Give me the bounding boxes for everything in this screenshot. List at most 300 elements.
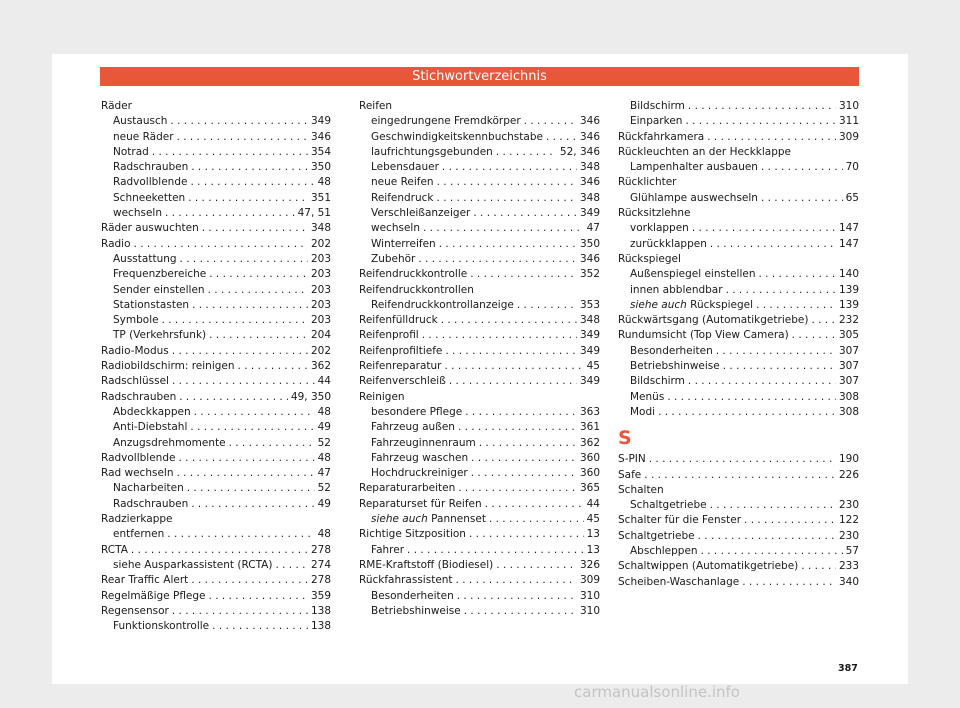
entry-page-ref: 44	[317, 375, 331, 388]
entry-page-ref: 139	[838, 298, 859, 311]
entry-leader-dots	[423, 221, 584, 236]
entry-term: Rückleuchten an der Heckklappe	[618, 145, 791, 158]
entry-leader-dots	[458, 420, 577, 435]
index-subentry	[101, 619, 331, 634]
entry-leader-dots	[191, 160, 308, 175]
entry-term: Modi	[630, 405, 656, 418]
entry-page-ref: 349	[579, 375, 600, 388]
entry-page-ref: 57	[845, 545, 859, 558]
index-subentry	[359, 114, 600, 129]
index-entry	[618, 513, 859, 528]
entry-term: Reifenprofil	[359, 329, 419, 342]
entry-term: Symbole	[113, 314, 159, 327]
entry-term: Nacharbeiten	[113, 482, 184, 495]
entry-leader-dots	[469, 527, 584, 542]
entry-leader-dots	[716, 344, 836, 359]
entry-term: Radio-Modus	[101, 344, 169, 357]
index-entry	[101, 390, 331, 405]
entry-leader-dots	[496, 558, 577, 573]
entry-leader-dots	[212, 619, 308, 634]
entry-page-ref: 147	[838, 222, 859, 235]
entry-leader-dots	[194, 405, 315, 420]
entry-term: Schaltgetriebe	[618, 529, 695, 542]
entry-leader-dots	[275, 558, 308, 573]
index-entry	[359, 267, 600, 282]
entry-term-text: Rückspiegel	[690, 298, 754, 311]
index-subentry	[101, 130, 331, 145]
index-subentry	[359, 298, 600, 313]
entry-leader-dots	[445, 344, 577, 359]
entry-page-ref: 13	[586, 543, 600, 556]
entry-page-ref: 233	[838, 560, 859, 573]
entry-term: Anzugsdrehmomente	[113, 436, 226, 449]
entry-leader-dots	[190, 420, 314, 435]
entry-term: Außenspiegel einstellen	[630, 268, 756, 281]
entry-page-ref: 365	[579, 482, 600, 495]
entry-leader-dots	[710, 498, 836, 513]
index-subentry	[618, 221, 859, 236]
entry-term: Sender einstellen	[113, 283, 205, 296]
entry-leader-dots	[134, 237, 308, 252]
index-subentry	[101, 405, 331, 420]
entry-page-ref: 48	[317, 405, 331, 418]
index-entry	[359, 558, 600, 573]
entry-leader-dots	[179, 390, 288, 405]
entry-term: Glühlampe auswechseln	[630, 191, 758, 204]
entry-term: Schneeketten	[113, 191, 186, 204]
index-entry	[359, 573, 600, 588]
entry-leader-dots	[667, 390, 836, 405]
entry-term: Rückwärtsgang (Automatikgetriebe)	[618, 314, 809, 327]
page-number: 387	[838, 663, 858, 674]
entry-term: Scheiben-Waschanlage	[618, 575, 740, 588]
index-entry	[101, 604, 331, 619]
index-subentry	[359, 191, 600, 206]
entry-term: Räder	[101, 100, 132, 112]
entry-page-ref: 348	[310, 222, 331, 235]
entry-term: innen abblendbar	[630, 283, 723, 296]
entry-page-ref: 47	[317, 467, 331, 480]
entry-leader-dots	[209, 589, 308, 604]
entry-page-ref: 48	[317, 528, 331, 541]
entry-page-ref: 45	[586, 360, 600, 373]
entry-term: siehe Ausparkassistent (RCTA)	[113, 558, 273, 571]
entry-page-ref: 349	[579, 207, 600, 220]
index-subentry	[359, 420, 600, 435]
index-entry	[101, 237, 331, 252]
entry-page-ref: 190	[838, 453, 859, 466]
entry-page-ref: 52	[317, 436, 331, 449]
entry-page-ref: 140	[838, 268, 859, 281]
entry-page-ref: 362	[310, 360, 331, 373]
entry-page-ref: 307	[838, 360, 859, 373]
entry-term: Schaltwippen (Automatikgetriebe)	[618, 560, 799, 573]
entry-page-ref: 308	[838, 405, 859, 418]
index-entry	[101, 374, 331, 389]
entry-leader-dots	[756, 298, 836, 313]
index-entry	[618, 130, 859, 145]
entry-leader-dots	[422, 328, 577, 343]
entry-term: Radvollblende	[101, 451, 176, 464]
entry-leader-dots	[742, 575, 836, 590]
entry-term: Fahrzeug waschen	[371, 451, 469, 464]
entry-term: Safe	[618, 468, 642, 481]
entry-leader-dots	[177, 130, 308, 145]
index-subentry	[101, 175, 331, 190]
entry-leader-dots	[496, 145, 557, 160]
entry-term: Reifendruckkontrollanzeige	[371, 298, 514, 311]
entry-term: Verschleißanzeiger	[371, 207, 471, 220]
entry-term: Abschleppen	[630, 545, 698, 558]
index-entry	[359, 374, 600, 389]
entry-term: Hochdruckreiniger	[371, 467, 468, 480]
entry-term: Schalter für die Fenster	[618, 514, 742, 527]
entry-leader-dots	[811, 313, 836, 328]
entry-page-ref: 138	[310, 604, 331, 617]
entry-page-ref: 348	[579, 191, 600, 204]
entry-page-ref: 362	[579, 436, 600, 449]
entry-page-ref: 349	[579, 329, 600, 342]
entry-leader-dots	[792, 328, 836, 343]
index-subentry	[101, 145, 331, 160]
index-subentry	[359, 436, 600, 451]
index-subentry	[618, 390, 859, 405]
entry-page-ref: 203	[310, 283, 331, 296]
entry-page-ref: 346	[579, 115, 600, 128]
entry-page-ref: 352	[579, 268, 600, 281]
entry-leader-dots	[191, 573, 308, 588]
index-subentry	[618, 267, 859, 282]
entry-term: Notrad	[113, 145, 149, 158]
index-entry	[359, 99, 600, 114]
index-subentry	[101, 160, 331, 175]
entry-leader-dots	[457, 589, 577, 604]
entry-leader-dots	[688, 374, 836, 389]
entry-leader-dots	[761, 160, 843, 175]
entry-leader-dots	[162, 313, 308, 328]
entry-page-ref: 340	[838, 575, 859, 588]
index-entry	[618, 575, 859, 590]
index-entry	[618, 328, 859, 343]
entry-leader-dots	[437, 191, 577, 206]
entry-page-ref: 346	[579, 252, 600, 265]
entry-page-ref: 147	[838, 237, 859, 250]
index-subentry	[101, 527, 331, 542]
entry-leader-dots	[238, 359, 308, 374]
entry-term: Ausstattung	[113, 252, 177, 265]
entry-term: Schaltgetriebe	[630, 499, 707, 512]
index-letter-heading: S	[618, 427, 632, 450]
index-subentry	[101, 420, 331, 435]
entry-leader-dots	[489, 512, 584, 527]
entry-term: Radzierkappe	[101, 513, 173, 526]
entry-leader-dots	[471, 466, 577, 481]
index-subentry	[101, 436, 331, 451]
index-entry	[618, 452, 859, 467]
entry-leader-dots	[458, 481, 577, 496]
entry-term: Regelmäßige Pflege	[101, 589, 206, 602]
entry-leader-dots	[801, 559, 836, 574]
index-subentry	[618, 374, 859, 389]
entry-page-ref: 274	[310, 558, 331, 571]
index-subentry	[618, 298, 859, 313]
index-subentry	[101, 558, 331, 573]
entry-page-ref: 346	[310, 130, 331, 143]
entry-page-ref: 305	[838, 329, 859, 342]
index-subentry	[101, 328, 331, 343]
entry-leader-dots	[456, 573, 577, 588]
entry-page-ref: 311	[838, 115, 859, 128]
entry-leader-dots	[152, 145, 308, 160]
entry-term: Schalten	[618, 483, 664, 496]
entry-term: Regensensor	[101, 604, 169, 617]
entry-leader-dots	[723, 359, 836, 374]
index-subentry	[359, 589, 600, 604]
index-subentry	[359, 145, 600, 160]
entry-term: Funktionskontrolle	[113, 620, 210, 633]
entry-leader-dots	[188, 191, 308, 206]
index-subentry	[618, 498, 859, 513]
entry-page-ref: 350	[310, 161, 331, 174]
entry-term: Bildschirm	[630, 375, 685, 388]
entry-page-ref: 122	[838, 514, 859, 527]
entry-term: RCTA	[101, 543, 128, 556]
watermark-text: carmanualsonline.info	[574, 683, 740, 701]
entry-leader-dots	[685, 114, 836, 129]
entry-term: RME-Kraftstoff (Biodiesel)	[359, 558, 494, 571]
index-subentry	[618, 544, 859, 559]
entry-page-ref: 310	[579, 589, 600, 602]
entry-page-ref: 354	[310, 145, 331, 158]
entry-page-ref: 202	[310, 344, 331, 357]
entry-term: Räder auswuchten	[101, 222, 199, 235]
entry-page-ref: 363	[579, 405, 600, 418]
index-subentry	[618, 283, 859, 298]
entry-leader-dots	[485, 497, 584, 512]
entry-term: Betriebshinweise	[371, 604, 461, 617]
index-subentry	[618, 405, 859, 420]
index-entry	[359, 497, 600, 512]
index-subentry	[101, 497, 331, 512]
entry-term: laufrichtungsgebunden	[371, 145, 493, 158]
entry-term: S-PIN	[618, 453, 646, 466]
entry-term-text: Pannenset	[431, 513, 486, 526]
entry-page-ref: 359	[310, 589, 331, 602]
index-entry	[101, 221, 331, 236]
entry-page-ref: 232	[838, 314, 859, 327]
entry-term: Rückfahrkamera	[618, 130, 705, 143]
index-column-1	[101, 99, 331, 634]
entry-page-ref: 309	[579, 574, 600, 587]
entry-term: Besonderheiten	[630, 344, 713, 357]
entry-leader-dots	[658, 405, 836, 420]
entry-leader-dots	[441, 313, 577, 328]
index-subentry	[101, 313, 331, 328]
entry-page-ref: 353	[579, 298, 600, 311]
index-subentry	[101, 114, 331, 129]
index-subentry	[101, 298, 331, 313]
entry-term: Zubehör	[371, 252, 416, 265]
entry-leader-dots	[176, 466, 314, 481]
index-entry	[359, 527, 600, 542]
entry-leader-dots	[170, 114, 308, 129]
entry-leader-dots	[407, 543, 584, 558]
entry-page-ref: 202	[310, 237, 331, 250]
entry-page-ref: 48	[317, 176, 331, 189]
entry-leader-dots	[744, 513, 836, 528]
entry-term: Reifen	[359, 100, 393, 112]
entry-page-ref: 49	[317, 497, 331, 510]
index-entry	[618, 559, 859, 574]
entry-term: Menüs	[630, 390, 665, 403]
entry-term: Winterreifen	[371, 237, 436, 250]
entry-leader-dots	[701, 544, 843, 559]
entry-term: Radschrauben	[113, 161, 189, 174]
entry-term: Stationstasten	[113, 298, 190, 311]
entry-leader-dots	[190, 175, 314, 190]
entry-term: Reifendruckkontrollen	[359, 283, 474, 296]
entry-page-ref: 351	[310, 191, 331, 204]
entry-term: Rücklichter	[618, 176, 677, 189]
entry-page-ref: 139	[838, 283, 859, 296]
entry-leader-dots	[167, 527, 314, 542]
index-subentry	[359, 160, 600, 175]
entry-term: Reparaturset für Reifen	[359, 497, 482, 510]
entry-page-ref: 52, 346	[559, 145, 600, 158]
entry-leader-dots	[759, 267, 836, 282]
entry-page-ref: 350	[579, 237, 600, 250]
entry-term: Reifendruck	[371, 191, 434, 204]
entry-term: Betriebshinweise	[630, 360, 720, 373]
entry-page-ref: 47	[586, 222, 600, 235]
index-subentry	[359, 175, 600, 190]
index-subentry	[618, 99, 859, 114]
entry-term: Fahrzeug außen	[371, 421, 455, 434]
index-subentry	[359, 512, 600, 527]
entry-term: Reparaturarbeiten	[359, 482, 456, 495]
index-entry	[618, 529, 859, 544]
index-column-2	[359, 99, 600, 619]
index-entry	[101, 573, 331, 588]
index-subentry	[101, 191, 331, 206]
entry-term: vorklappen	[630, 222, 689, 235]
entry-leader-dots	[546, 130, 577, 145]
entry-term: eingedrungene Fremdkörper	[371, 115, 521, 128]
entry-page-ref: 278	[310, 543, 331, 556]
entry-page-ref: 203	[310, 252, 331, 265]
index-entry	[101, 451, 331, 466]
entry-term: Austausch	[113, 115, 168, 128]
entry-page-ref: 70	[845, 161, 859, 174]
entry-page-ref: 48	[317, 451, 331, 464]
entry-leader-dots	[229, 436, 315, 451]
index-subentry	[359, 604, 600, 619]
index-subentry	[359, 237, 600, 252]
entry-leader-dots	[692, 221, 836, 236]
entry-leader-dots	[649, 452, 836, 467]
index-subentry	[359, 466, 600, 481]
entry-leader-dots	[524, 114, 577, 129]
index-subentry	[359, 130, 600, 145]
entry-leader-dots	[209, 267, 308, 282]
entry-term: Lebensdauer	[371, 161, 439, 174]
entry-term: Rear Traffic Alert	[101, 574, 189, 587]
entry-page-ref: 203	[310, 268, 331, 281]
entry-term: Frequenzbereiche	[113, 268, 207, 281]
index-subentry	[618, 191, 859, 206]
entry-term: Rücksitzlehne	[618, 207, 691, 220]
entry-leader-dots	[187, 481, 315, 496]
index-entry	[618, 206, 859, 221]
entry-term: entfernen	[113, 528, 165, 541]
entry-leader-dots	[439, 237, 577, 252]
entry-term: neue Reifen	[371, 176, 434, 189]
entry-page-ref: 346	[579, 176, 600, 189]
entry-term: Einparken	[630, 115, 683, 128]
entry-term: Rad wechseln	[101, 467, 174, 480]
index-entry	[101, 359, 331, 374]
entry-leader-dots	[688, 99, 836, 114]
entry-page-ref: 226	[838, 468, 859, 481]
index-entry	[101, 99, 331, 114]
entry-leader-dots	[449, 374, 577, 389]
entry-see-also: siehe auch	[630, 298, 687, 311]
entry-leader-dots	[471, 451, 577, 466]
entry-term: Besonderheiten	[371, 589, 454, 602]
index-entry	[359, 328, 600, 343]
index-subentry	[618, 359, 859, 374]
index-entry	[101, 344, 331, 359]
entry-term: Geschwindigkeitskennbuchstabe	[371, 130, 543, 143]
entry-leader-dots	[208, 283, 308, 298]
entry-term: Reifenreparatur	[359, 360, 442, 373]
entry-leader-dots	[442, 160, 577, 175]
index-subentry	[359, 543, 600, 558]
entry-term: Rückfahrassistent	[359, 574, 453, 587]
entry-page-ref: 44	[586, 497, 600, 510]
entry-page-ref: 309	[838, 130, 859, 143]
entry-term	[371, 512, 486, 527]
entry-term: Lampenhalter ausbauen	[630, 161, 758, 174]
entry-leader-dots	[172, 344, 308, 359]
entry-page-ref: 360	[579, 451, 600, 464]
entry-leader-dots	[710, 237, 836, 252]
entry-term: Rundumsicht (Top View Camera)	[618, 329, 789, 342]
entry-term: Rückspiegel	[618, 252, 681, 265]
entry-page-ref: 230	[838, 529, 859, 542]
index-subentry	[101, 481, 331, 496]
entry-leader-dots	[470, 267, 577, 282]
entry-term: Radschlüssel	[101, 375, 169, 388]
entry-term: Fahrer	[371, 543, 405, 556]
entry-term: Radschrauben	[113, 497, 189, 510]
entry-leader-dots	[202, 221, 308, 236]
entry-page-ref: 349	[310, 115, 331, 128]
entry-leader-dots	[465, 405, 577, 420]
entry-page-ref: 47, 51	[297, 207, 331, 220]
entry-page-ref: 307	[838, 375, 859, 388]
entry-term: Bildschirm	[630, 100, 685, 112]
entry-leader-dots	[726, 283, 836, 298]
entry-page-ref: 230	[838, 499, 859, 512]
index-entry	[359, 313, 600, 328]
entry-page-ref: 308	[838, 390, 859, 403]
index-entry	[618, 252, 859, 267]
entry-leader-dots	[178, 451, 314, 466]
entry-page-ref: 349	[579, 344, 600, 357]
entry-leader-dots	[437, 175, 577, 190]
entry-leader-dots	[180, 252, 308, 267]
